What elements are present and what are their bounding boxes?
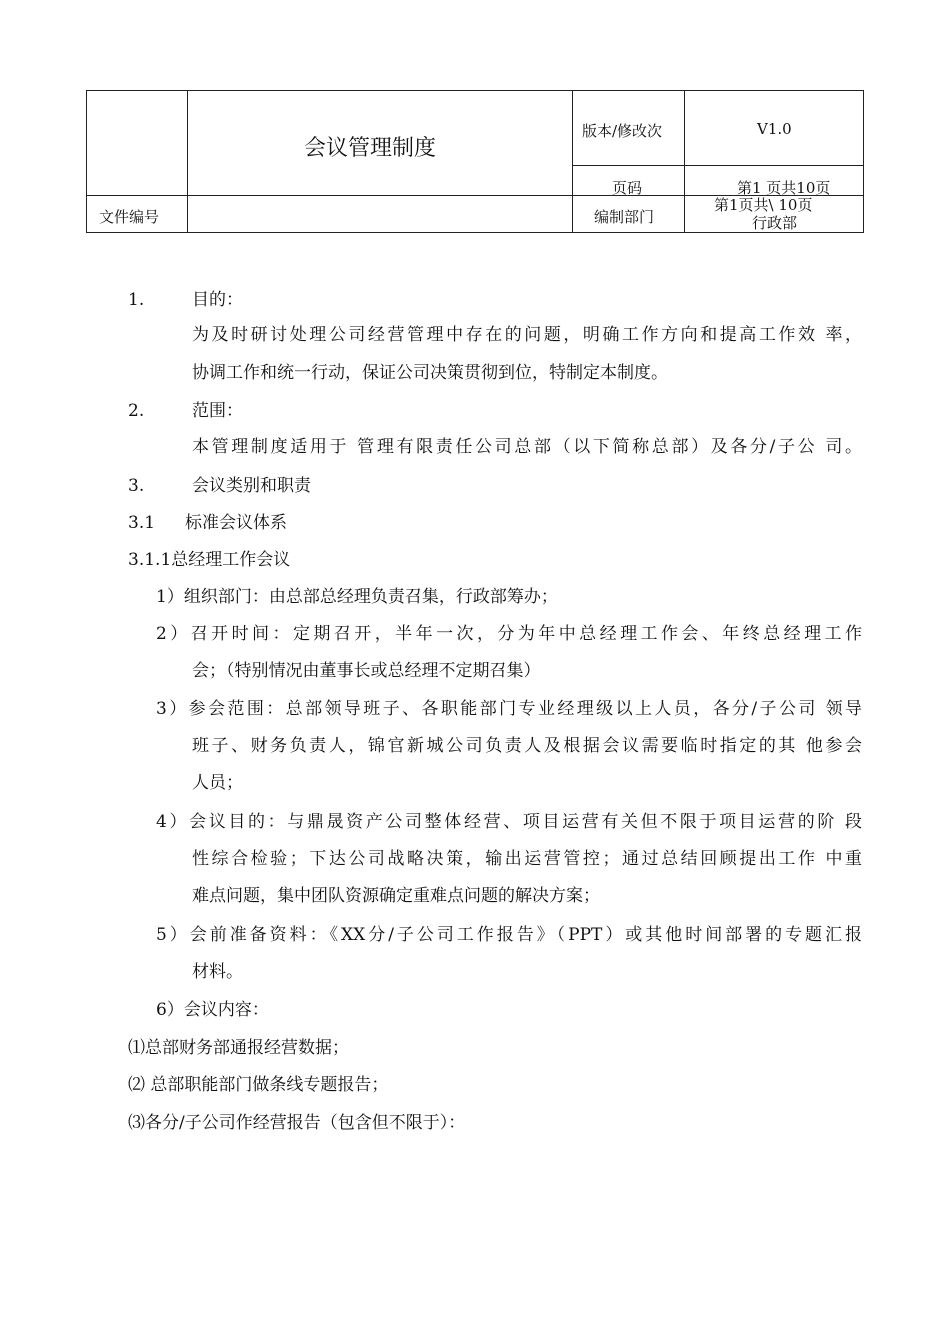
section-3-1-title: 标准会议体系 — [185, 513, 287, 533]
item-4-line1: 4）会议目的：与鼎晟资产公司整体经营、项目运营有关但不限于项目运营的阶 段 — [156, 812, 862, 832]
dept-value-line1: 第1页共\ 10页 — [714, 196, 813, 214]
item-3-line3: 人员； — [192, 773, 243, 793]
item-2-line1: 2）召开时间：定期召开，半年一次，分为年中总经理工作会、年终总经理工作 — [156, 624, 862, 644]
section-1-number: 1. — [128, 290, 145, 310]
version-value: V1.0 — [757, 120, 792, 138]
section-1-text-line1: 为及时研讨处理公司经营管理中存在的问题，明确工作方向和提高工作效 率， — [192, 325, 862, 345]
item-5-line1: 5）会前准备资料：《XX分/子公司工作报告》（PPT）或其他时间部署的专题汇报 — [156, 925, 862, 945]
version-label: 版本/修改次 — [582, 122, 663, 140]
section-2-title: 范围： — [192, 401, 243, 421]
document-title: 会议管理制度 — [304, 136, 437, 161]
section-3-number: 3. — [128, 476, 145, 496]
content-item-2: ⑵ 总部职能部门做条线专题报告； — [128, 1075, 389, 1095]
item-4-line3: 难点问题，集中团队资源确定重难点问题的解决方案； — [192, 886, 600, 906]
content-item-3: ⑶各分/子公司作经营报告（包含但不限于）： — [128, 1113, 466, 1133]
file-no-label: 文件编号 — [99, 208, 160, 226]
section-3-1-number: 3.1 — [128, 513, 156, 533]
page-value: 第1 页共10页 — [737, 179, 831, 197]
item-2-line2: 会；（特别情况由董事长或总经理不定期召集） — [192, 661, 541, 681]
dept-label: 编制部门 — [594, 208, 655, 226]
section-1-text-line2: 协调工作和统一行动，保证公司决策贯彻到位，特制定本制度。 — [192, 363, 668, 383]
item-3-line1: 3）参会范围：总部领导班子、各职能部门专业经理级以上人员，各分/子公司 领导 — [156, 699, 862, 719]
section-2-number: 2. — [128, 401, 145, 421]
item-6: 6）会议内容： — [156, 1000, 269, 1020]
section-3-title: 会议类别和职责 — [192, 476, 311, 496]
content-item-1: ⑴总部财务部通报经营数据； — [128, 1038, 349, 1058]
item-3-line2: 班子、财务负责人，锦官新城公司负责人及根据会议需要临时指定的其 他参会 — [192, 736, 862, 756]
item-5-line2: 材料。 — [192, 962, 243, 982]
section-2-text-line1: 本管理制度适用于 管理有限责任公司总部（以下简称总部）及各分/子公 司。 — [192, 437, 862, 457]
item-4-line2: 性综合检验；下达公司战略决策，输出运营管控；通过总结回顾提出工作 中重 — [192, 849, 862, 869]
section-1-title: 目的： — [192, 290, 243, 310]
dept-value-line2: 行政部 — [752, 214, 798, 232]
item-1: 1）组织部门：由总部总经理负责召集，行政部筹办； — [156, 587, 558, 607]
section-3-1-1-title: 3.1.1总经理工作会议 — [128, 550, 291, 570]
page-label: 页码 — [612, 179, 643, 197]
